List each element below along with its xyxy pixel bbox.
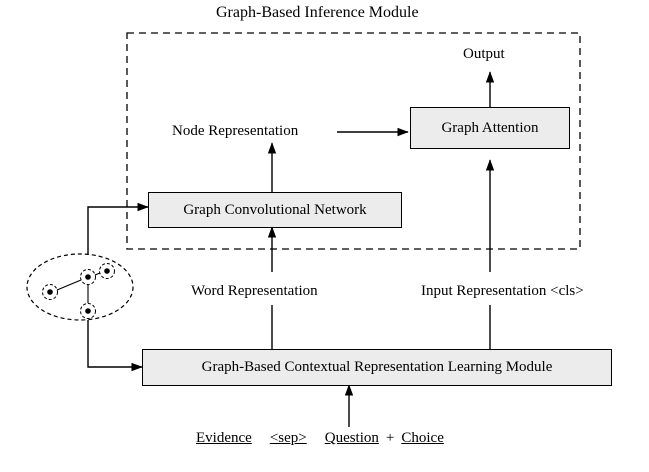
input-representation-label: Input Representation <cls> <box>421 283 584 299</box>
plus-label: + <box>385 430 395 446</box>
word-representation-label: Word Representation <box>191 283 318 299</box>
choice-label: Choice <box>401 430 444 446</box>
graph-node-dot <box>104 268 110 274</box>
input-sequence <box>196 430 444 447</box>
graph-to-context-connector <box>88 320 142 367</box>
output-label: Output <box>463 46 505 62</box>
question-label: Question <box>324 430 379 446</box>
graph-attention-box[interactable]: Graph Attention <box>410 107 570 149</box>
diagram-title: Graph-Based Inference Module <box>216 4 419 21</box>
sep-token-label: <sep> <box>269 430 307 446</box>
graph-node-dot <box>85 274 91 280</box>
graph-node-dot <box>85 308 91 314</box>
contextual-module-box[interactable]: Graph-Based Contextual Representation Learning Module <box>142 349 612 386</box>
graph-to-gcn-connector <box>88 207 148 255</box>
gcn-box[interactable]: Graph Convolutional Network <box>148 192 402 228</box>
evidence-label: Evidence <box>196 430 252 446</box>
graph-edge <box>57 280 81 290</box>
graph-edge <box>95 273 100 275</box>
node-representation-label: Node Representation <box>172 123 299 139</box>
graph-node-dot <box>47 289 53 295</box>
graph-cluster-ellipse <box>27 254 133 320</box>
